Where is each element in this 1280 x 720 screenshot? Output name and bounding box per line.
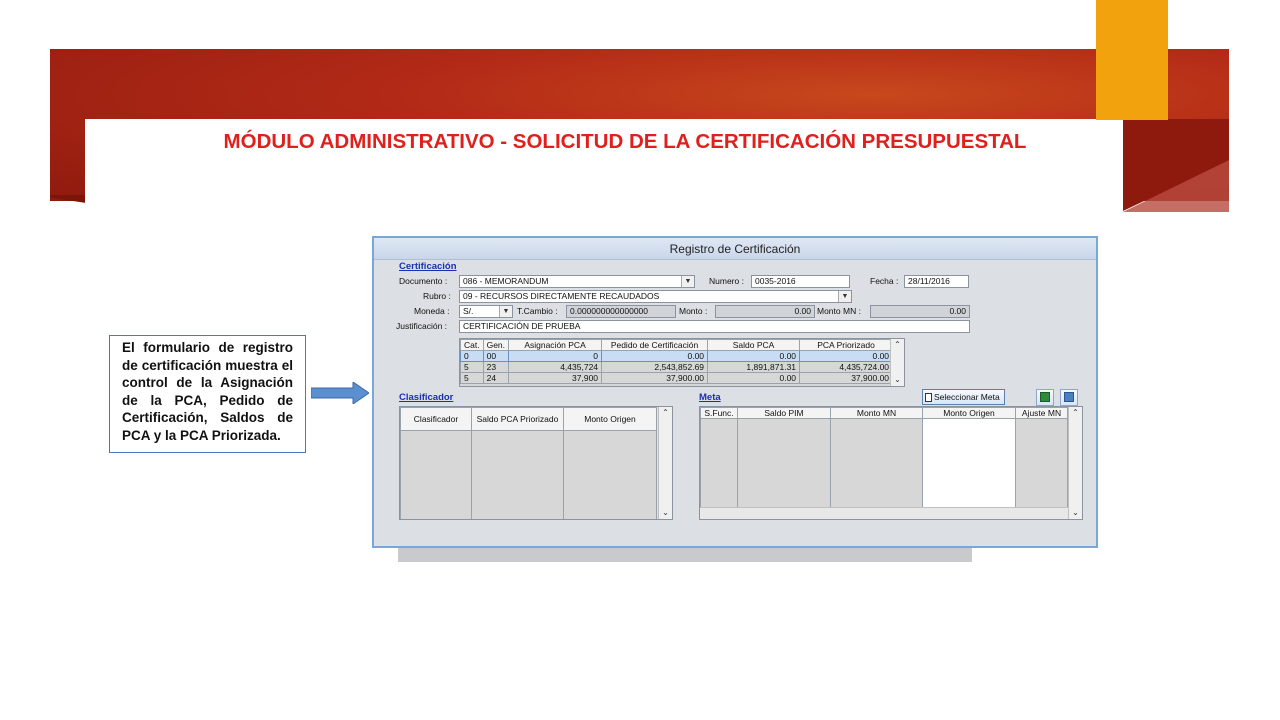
seleccionar-meta-button[interactable] (922, 389, 1005, 405)
documento-select[interactable] (459, 275, 695, 288)
slide-title: MÓDULO ADMINISTRATIVO - SOLICITUD DE LA CERTIFICACIÓN PRESUPUESTAL (223, 130, 1027, 153)
saldo-pca-col-body (471, 430, 564, 520)
description-box (109, 335, 306, 453)
table-cell: 4,435,724.00 (800, 362, 893, 373)
excel-icon (1040, 392, 1050, 402)
saldo-pim-col-body (737, 418, 831, 508)
window-title: Registro de Certificación (374, 238, 1096, 260)
table-cell: 1,891,871.31 (708, 362, 800, 373)
chevron-down-icon[interactable]: ⌄ (662, 508, 669, 517)
save-icon (1064, 392, 1074, 402)
clasificador-col-body (400, 430, 472, 520)
monto-origen-col-header[interactable]: Monto Origen (922, 407, 1016, 419)
chevron-down-icon[interactable]: ▼ (681, 276, 694, 287)
monto-origen-col-body (922, 418, 1016, 508)
monto-label: Monto : (679, 306, 708, 316)
numero-field[interactable]: 0035-2016 (751, 275, 850, 288)
table-cell: 0.00 (708, 351, 800, 362)
chevron-up-icon[interactable]: ⌃ (894, 340, 901, 349)
table-cell: 23 (483, 362, 508, 373)
meta-grid (699, 406, 1083, 520)
col-header[interactable]: Saldo PCA (708, 340, 800, 351)
monto-field[interactable]: 0.00 (715, 305, 815, 318)
table-cell: 24 (483, 373, 508, 384)
monto-origen-col-header[interactable]: Monto Origen (563, 407, 657, 431)
monto-mn-col-body (830, 418, 923, 508)
chevron-down-icon[interactable]: ⌄ (1072, 508, 1079, 517)
table-row[interactable] (461, 362, 893, 373)
table-cell: 0 (461, 351, 484, 362)
clasificador-grid (399, 406, 673, 520)
justificacion-label: Justificación : (396, 321, 448, 331)
chevron-up-icon[interactable]: ⌃ (1072, 408, 1079, 417)
meta-link[interactable]: Meta (699, 392, 721, 403)
sfunc-col-body (700, 418, 738, 508)
right-arrow-icon (311, 382, 369, 404)
moneda-value: S/. (463, 306, 474, 316)
pca-header-row (461, 340, 893, 351)
table-cell: 0.00 (602, 351, 708, 362)
table-cell: 5 (461, 362, 484, 373)
pca-table (460, 339, 893, 384)
table-row[interactable] (461, 373, 893, 384)
numero-label: Numero : (709, 276, 744, 286)
chevron-down-icon[interactable]: ▼ (838, 291, 851, 302)
col-header[interactable]: Pedido de Certificación (602, 340, 708, 351)
description-text: El formulario de registro de certificación muestra el control de la Asignación de la PCA, Pedido de Certificación, Saldos de PCA y la PCA Priorizada. (122, 340, 293, 443)
ajuste-mn-col-header[interactable]: Ajuste MN (1015, 407, 1068, 419)
tcambio-label: T.Cambio : (517, 306, 558, 316)
accent-tab (1096, 0, 1168, 120)
table-cell: 2,543,852.69 (602, 362, 708, 373)
documento-label: Documento : (399, 276, 448, 286)
window-body (374, 260, 1096, 546)
table-cell: 00 (483, 351, 508, 362)
moneda-label: Moneda : (414, 306, 450, 316)
tcambio-field[interactable]: 0.000000000000000 (566, 305, 676, 318)
fecha-field[interactable]: 28/11/2016 (904, 275, 969, 288)
clasificador-scrollbar[interactable] (658, 407, 672, 519)
documento-value: 086 - MEMORANDUM (463, 276, 549, 286)
monto-mn-col-header[interactable]: Monto MN (830, 407, 923, 419)
rubro-label: Rubro : (423, 291, 451, 301)
table-cell: 4,435,724 (509, 362, 602, 373)
moneda-select[interactable] (459, 305, 513, 318)
chevron-up-icon[interactable]: ⌃ (662, 408, 669, 417)
monto-mn-field[interactable]: 0.00 (870, 305, 970, 318)
seleccionar-meta-label: Seleccionar Meta (934, 392, 1000, 402)
col-header[interactable]: Gen. (483, 340, 508, 351)
sfunc-col-header[interactable]: S.Func. (700, 407, 738, 419)
certificacion-link[interactable]: Certificación (399, 261, 457, 272)
col-header[interactable]: Asignación PCA (509, 340, 602, 351)
excel-button[interactable] (1036, 389, 1054, 406)
col-header[interactable]: PCA Priorizado (800, 340, 893, 351)
save-button[interactable] (1060, 389, 1078, 406)
ajuste-mn-col-body (1015, 418, 1068, 508)
table-cell: 37,900.00 (602, 373, 708, 384)
clasificador-col-header[interactable]: Clasificador (400, 407, 472, 431)
table-cell: 0.00 (708, 373, 800, 384)
justificacion-field[interactable]: CERTIFICACIÓN DE PRUEBA (459, 320, 970, 333)
document-icon (925, 393, 932, 402)
rubro-value: 09 - RECURSOS DIRECTAMENTE RECAUDADOS (463, 291, 660, 301)
clasificador-link[interactable]: Clasificador (399, 392, 454, 403)
horizontal-scrollbar[interactable] (700, 507, 1068, 519)
fecha-label: Fecha : (870, 276, 899, 286)
registro-certificacion-window (372, 236, 1098, 548)
chevron-down-icon[interactable]: ▼ (499, 306, 512, 317)
col-header[interactable]: Cat. (461, 340, 484, 351)
chevron-down-icon[interactable]: ⌄ (894, 375, 901, 384)
saldo-pim-col-header[interactable]: Saldo PIM (737, 407, 831, 419)
table-cell: 37,900.00 (800, 373, 893, 384)
monto-origen-col-body (563, 430, 657, 520)
table-cell: 5 (461, 373, 484, 384)
table-cell: 37,900 (509, 373, 602, 384)
table-cell: 0 (509, 351, 602, 362)
pca-scrollbar[interactable] (890, 339, 904, 386)
pca-grid (459, 338, 905, 387)
saldo-pca-col-header[interactable]: Saldo PCA Priorizado (471, 407, 564, 431)
rubro-select[interactable] (459, 290, 852, 303)
status-bar (398, 548, 972, 562)
monto-mn-label: Monto MN : (817, 306, 861, 316)
table-row[interactable] (461, 351, 893, 362)
table-cell: 0.00 (800, 351, 893, 362)
meta-scrollbar[interactable] (1068, 407, 1082, 519)
